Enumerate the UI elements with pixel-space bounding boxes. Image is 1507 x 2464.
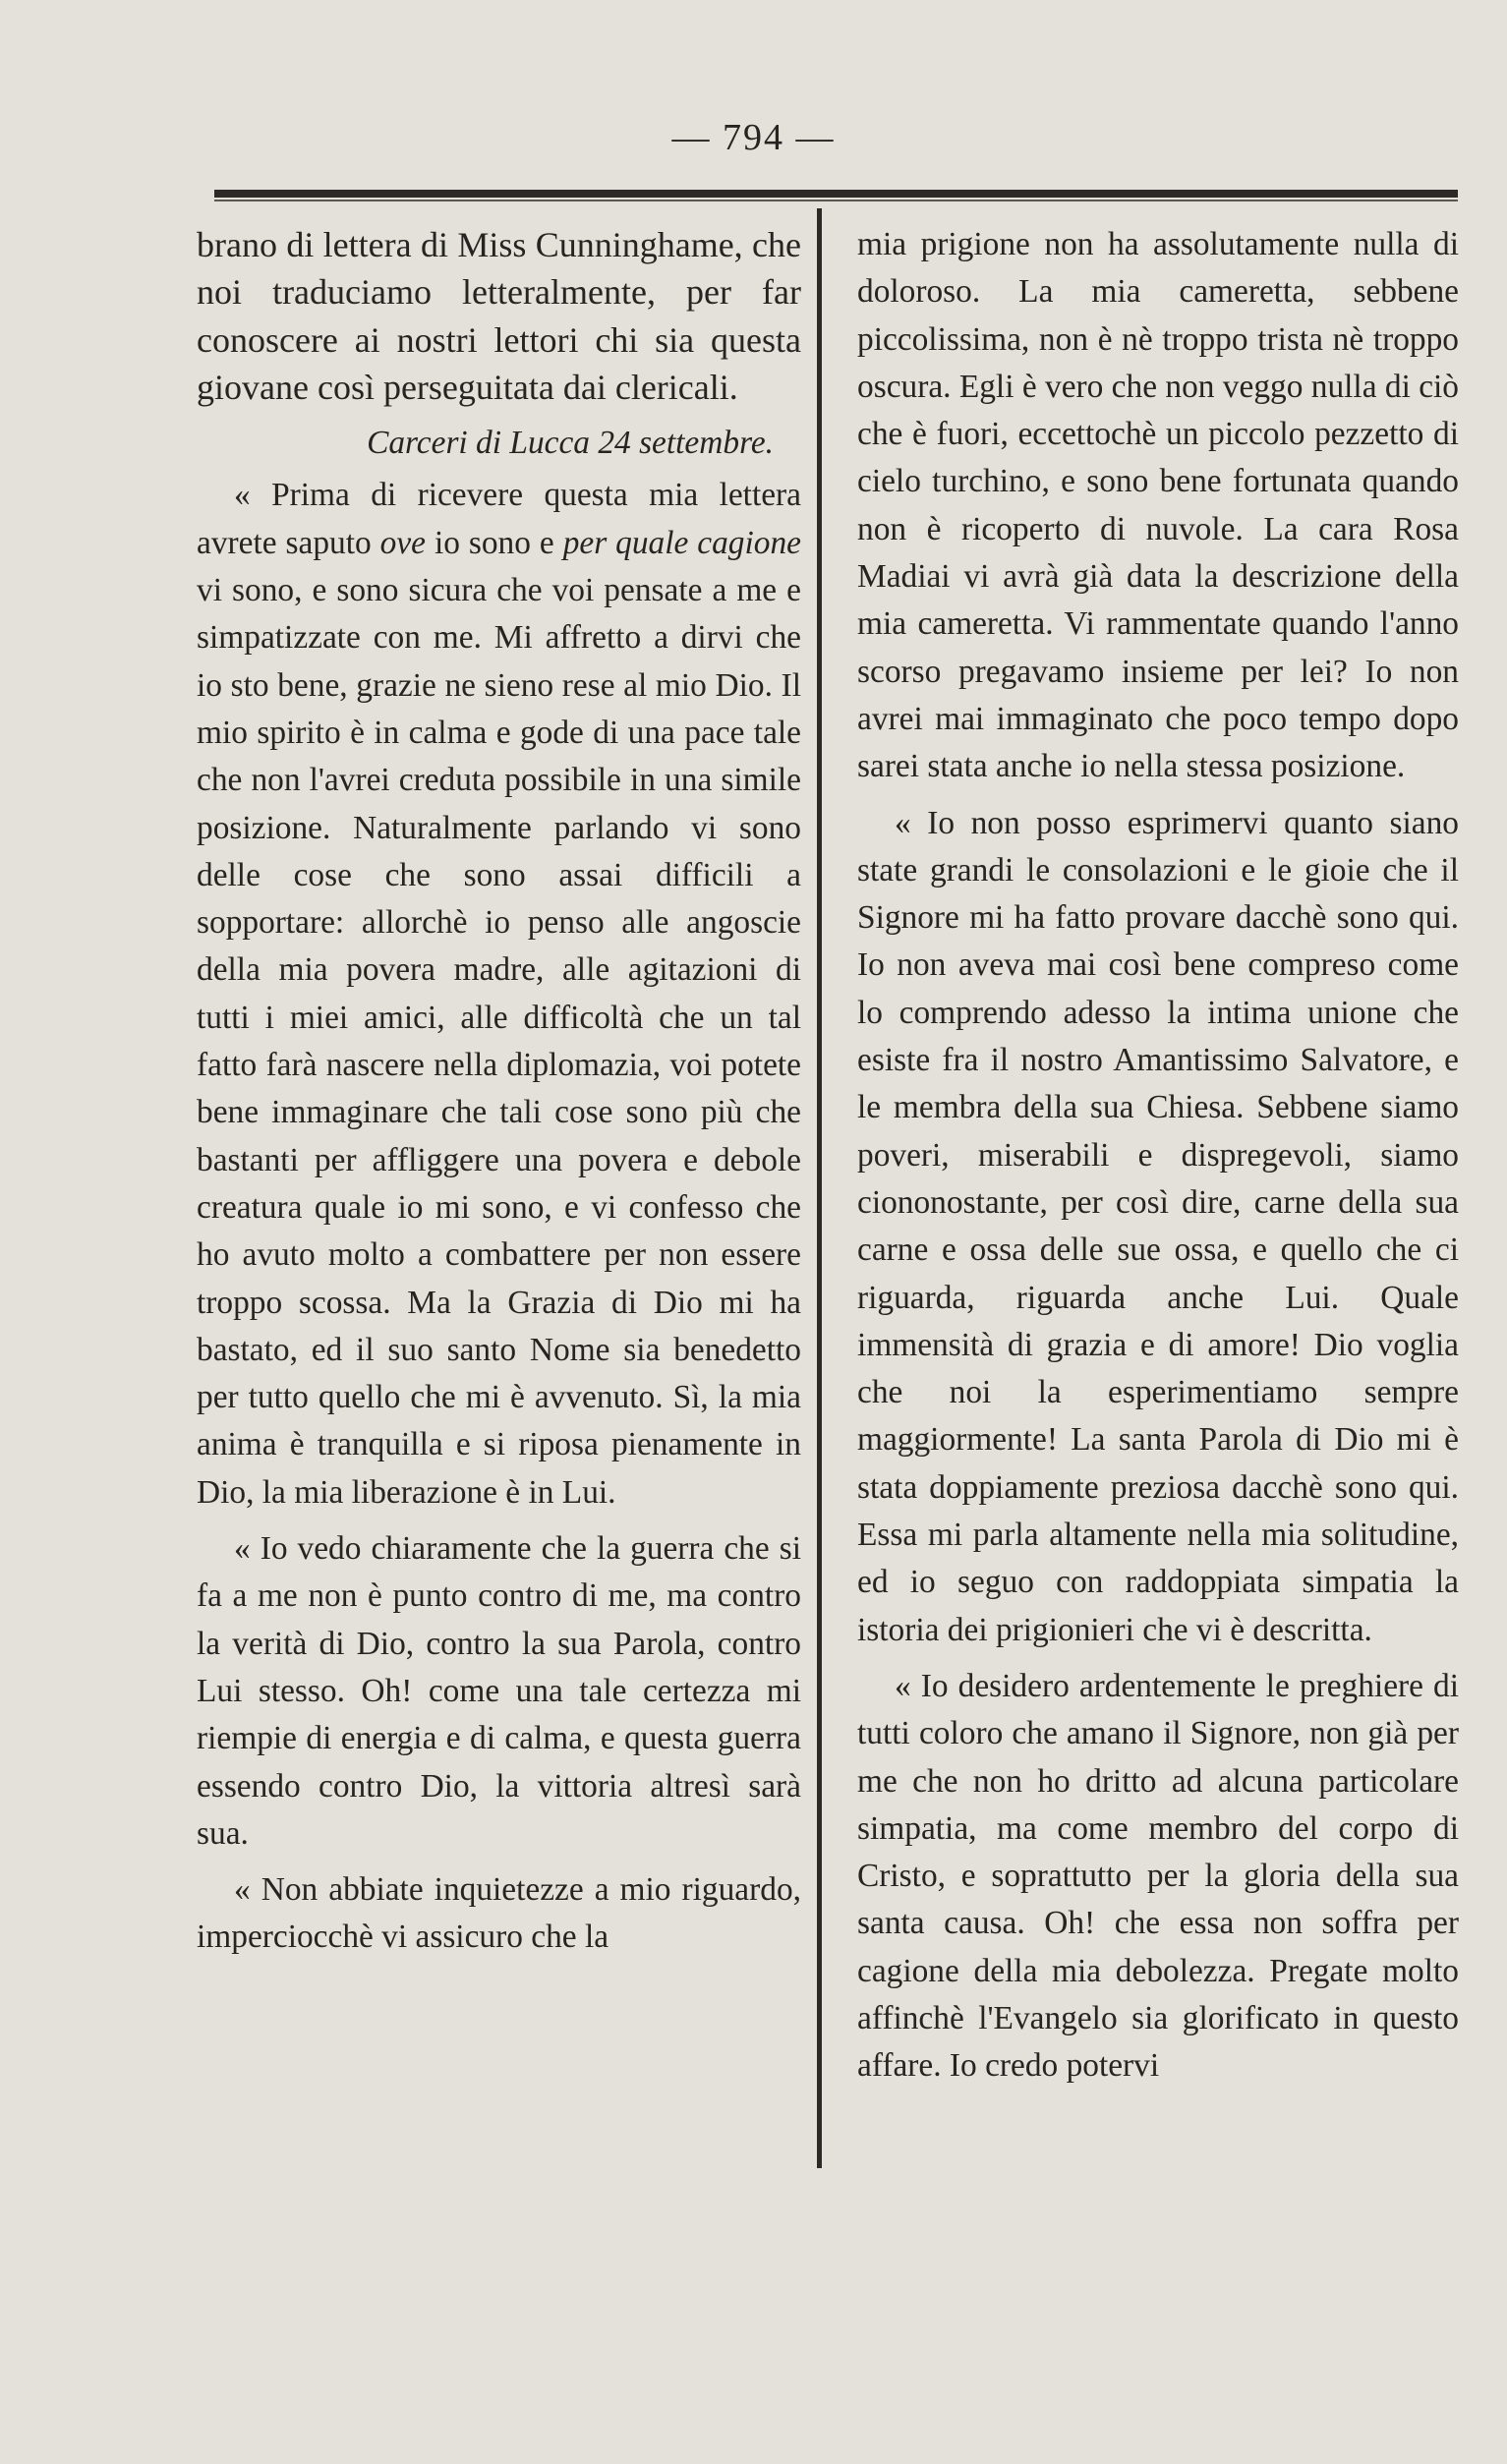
column-divider [817, 208, 822, 2168]
paragraph-letter-3: « Non abbiate inquietezze a mio riguardo, imperciocchè vi assicuro che la [197, 1871, 801, 1956]
dateline: Carceri di Lucca 24 settembre. [367, 425, 774, 462]
paragraph-letter-2: « Io vedo chiaramente che la guerra che si fa a me non è punto contro di me, ma contro la verità di Dio, contro la sua Parola, contro Lui stesso. Oh! come una tale certezza mi riempie di energia e di calma, e questa guerra essendo contro Dio, la vittoria altresì sarà sua. [197, 1530, 801, 1852]
paragraph-letter-4: « Io non posso esprimervi quanto siano state grandi le consolazioni e le gioie che il Signore mi ha fatto provare dacchè sono qui. Io non aveva mai così bene compreso come lo comprendo adesso la intima unione che esiste fra il nostro Amantissimo Salvatore, e le membra della sua Chiesa. Sebbene siamo poveri, miserabili e dispregevoli, siamo ciononostante, per così dire, carne della sua carne e ossa delle sue ossa, e quello che ci riguarda, riguarda anche Lui. Quale immensità di grazia e di amore! Dio voglia che noi la esperimentiamo sempre maggiormente! La santa Parola di Dio mi è stata doppiamente preziosa dacchè sono qui. Essa mi parla altamente nella mia solitudine, ed io seguo con raddoppiata simpatia la istoria dei prigionieri che vi è descritta. [857, 804, 1459, 1648]
paragraph-intro: brano di lettera di Miss Cunninghame, che noi traduciamo letteralmente, per far conoscere ai nostri lettori chi sia questa giovane così perseguitata dai clericali. [197, 225, 801, 407]
italic-phrase: per quale cagione [562, 524, 801, 561]
paragraph-continuation: mia prigione non ha assolutamente nulla di doloroso. La mia cameretta, sebbene piccolissima, non è nè troppo trista nè troppo oscura. Egli è vero che non veggo nulla di ciò che è fuori, eccettochè un piccolo pezzetto di cielo turchino, e sono bene fortunata quando non è ricoperto di nuvole. La cara Rosa Madiai vi avrà già data la descrizione della mia cameretta. Vi rammentate quando l'anno scorso pregavamo insieme per lei? Io non avrei mai immaginato che poco tempo dopo sarei stata anche io nella stessa posizione. [857, 226, 1459, 785]
page-number: — 794 — [671, 117, 836, 158]
text-run: vi sono, e sono sicura che voi pensate a me e simpatizzate con me. Mi affretto a dirvi che io sto bene, grazie ne sieno rese al mio Dio. Il mio spirito è in calma e gode di una pace tale che non l'avrei creduta possibile in una simile posizione. Naturalmente parlando vi sono delle cose che sono assai difficili a sopportare: allorchè io penso alle angoscie della mia povera madre, alle agitazioni di tutti i miei amici, alle difficoltà che un tal fatto farà nascere nella diplomazia, voi potete bene immaginare che tali cose sono più che bastanti per affliggere una povera e debole creatura quale io mi sono, e vi confesso che ho avuto molto a combattere per non essere troppo scossa. Ma la Grazia di Dio mi ha bastato, ed il suo santo Nome sia benedetto per tutto quello che mi è avvenuto. Sì, la mia anima è tranquilla e si riposa pienamente in Dio, la mia liberazione è in Lui. [197, 572, 801, 1511]
paragraph-letter-5: « Io desidero ardentemente le preghiere di tutti coloro che amano il Signore, non già per me che non ho dritto ad alcuna particolare simpatia, ma come membro del corpo di Cristo, e soprattutto per la gloria della sua santa causa. Oh! che essa non soffra per cagione della mia debolezza. Pregate molto affinchè l'Evangelo sia glorificato in questo affare. Io credo potervi [857, 1667, 1459, 2085]
italic-word: ove [379, 524, 426, 561]
text-run: « Prima di ricevere questa mia lettera avrete saputo [197, 477, 801, 561]
paragraph-letter-1 [197, 472, 801, 1517]
header-rule [214, 190, 1458, 198]
left-column [197, 221, 801, 1971]
right-column [857, 221, 1459, 2099]
text-run: io sono e [425, 524, 563, 561]
